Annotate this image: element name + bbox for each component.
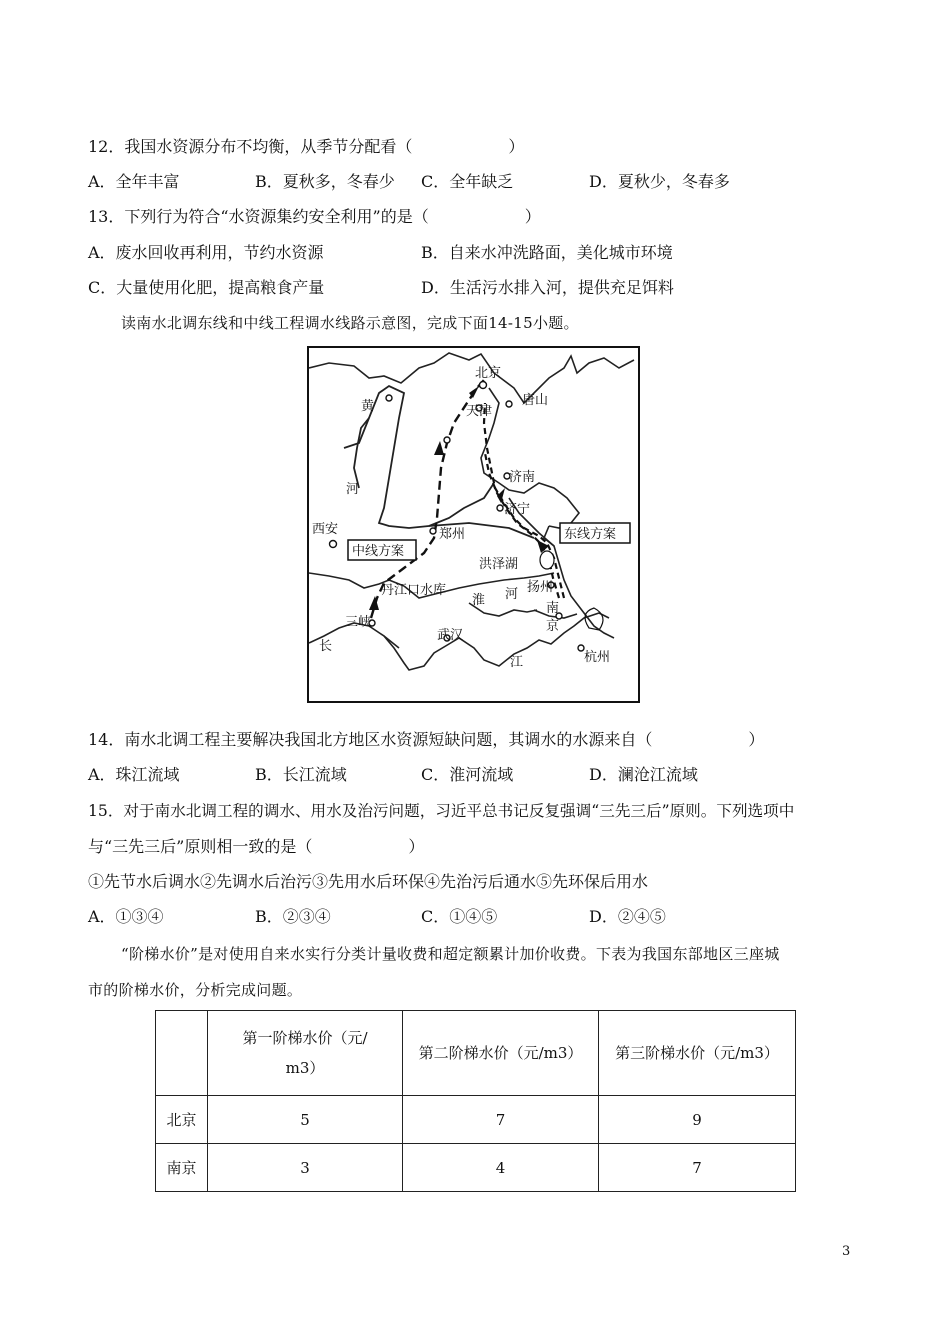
q12-option-c: C．全年缺乏 [421, 172, 514, 191]
q15-option-b: B．②③④ [255, 907, 331, 926]
label-huai: 淮 [472, 593, 486, 608]
label-jiang: 江 [510, 655, 524, 670]
label-xian: 西安 [312, 522, 339, 537]
q15-items: ①先节水后调水②先调水后治污③先用水后环保④先治污后通水⑤先环保后用水 [88, 872, 649, 891]
q14-option-d: D．澜沧江流域 [589, 765, 698, 784]
q13-option-a: A．废水回收再利用，节约水资源 [88, 243, 324, 262]
q15-stem-line1: 15．对于南水北调工程的调水、用水及治污问题，习近平总书记反复强调“三先三后”原则。下列选项中 [88, 802, 795, 820]
table-header-tier1-line2: m3） [285, 1059, 325, 1077]
label-wuhan: 武汉 [437, 628, 464, 643]
table-header-tier1-line1: 第一阶梯水价（元/ [242, 1029, 368, 1047]
q15-option-c: C．①④⑤ [421, 907, 498, 926]
label-hangzhou: 杭州 [584, 650, 611, 665]
label-tangshan: 唐山 [522, 393, 549, 408]
label-sanxia: 三峡 [345, 615, 372, 630]
q12-option-a: A．全年丰富 [88, 172, 180, 191]
table-cell-tier2: 7 [403, 1096, 599, 1144]
table-row [156, 1144, 796, 1192]
label-huai-he: 河 [505, 587, 519, 602]
label-nanjing-2: 京 [546, 619, 560, 634]
table-cell-tier3: 9 [599, 1096, 796, 1144]
table-row [156, 1096, 796, 1144]
q13-option-b: B．自来水冲洗路面，美化城市环境 [421, 243, 673, 262]
label-jinan: 济南 [509, 470, 536, 485]
label-danjiangkou: 丹江口水库 [381, 583, 447, 598]
table-intro-line1: “阶梯水价”是对使用自来水实行分类计量收费和超定额累计加价收费。下表为我国东部地区三座城 [121, 945, 780, 963]
water-diversion-map [307, 346, 640, 703]
table-cell-city: 南京 [156, 1144, 208, 1192]
table-cell-tier1: 3 [208, 1144, 403, 1192]
table-intro-line2: 市的阶梯水价，分析完成问题。 [88, 981, 303, 999]
q14-option-b: B．长江流域 [255, 765, 347, 784]
middle-route-box [348, 540, 416, 560]
q12-stem: 12．我国水资源分布不均衡，从季节分配看（ ） [88, 137, 525, 156]
label-hongzehu: 洪泽湖 [479, 557, 519, 572]
label-yangzhou: 扬州 [527, 580, 554, 595]
east-route-box [560, 523, 630, 543]
table-header-tier1 [208, 1011, 403, 1096]
q13-option-c: C．大量使用化肥，提高粮食产量 [88, 278, 325, 297]
q14-option-c: C．淮河流域 [421, 765, 514, 784]
q13-option-d: D．生活污水排入河，提供充足饵料 [421, 278, 674, 297]
tiered-water-price-table [155, 1010, 796, 1192]
page-number: 3 [842, 1244, 851, 1259]
q14-stem: 14．南水北调工程主要解决我国北方地区水资源短缺问题，其调水的水源来自（ ） [88, 730, 765, 749]
table-cell-tier2: 4 [403, 1144, 599, 1192]
label-chang: 长 [319, 639, 333, 654]
label-jining: 济宁 [504, 502, 531, 517]
q15-stem-line2: 与“三先三后”原则相一致的是（ ） [88, 837, 425, 856]
label-nanjing-1: 南 [546, 601, 560, 616]
east-route-label: 东线方案 [564, 527, 617, 542]
table-cell-tier3: 7 [599, 1144, 796, 1192]
q14-option-a: A．珠江流域 [88, 765, 180, 784]
q15-option-d: D．②④⑤ [589, 907, 666, 926]
label-tianjin: 天津 [466, 404, 493, 419]
table-header-tier2: 第二阶梯水价（元/m3） [403, 1011, 599, 1096]
q13-stem: 13．下列行为符合“水资源集约安全利用”的是（ ） [88, 207, 541, 226]
label-he: 河 [346, 482, 360, 497]
label-huang: 黄 [361, 399, 375, 414]
q15-option-a: A．①③④ [88, 907, 164, 926]
q12-option-d: D．夏秋少，冬春多 [589, 172, 730, 191]
intro-14-15: 读南水北调东线和中线工程调水线路示意图，完成下面14-15小题。 [121, 314, 579, 332]
table-header-row [156, 1011, 796, 1096]
table-cell-tier1: 5 [208, 1096, 403, 1144]
table-header-tier3: 第三阶梯水价（元/m3） [599, 1011, 796, 1096]
label-beijing: 北京 [475, 366, 502, 381]
middle-route-label: 中线方案 [352, 544, 405, 559]
label-zhengzhou: 郑州 [439, 527, 466, 542]
table-cell-city: 北京 [156, 1096, 208, 1144]
table-corner-cell [156, 1011, 208, 1096]
q12-option-b: B．夏秋多，冬春少 [255, 172, 395, 191]
